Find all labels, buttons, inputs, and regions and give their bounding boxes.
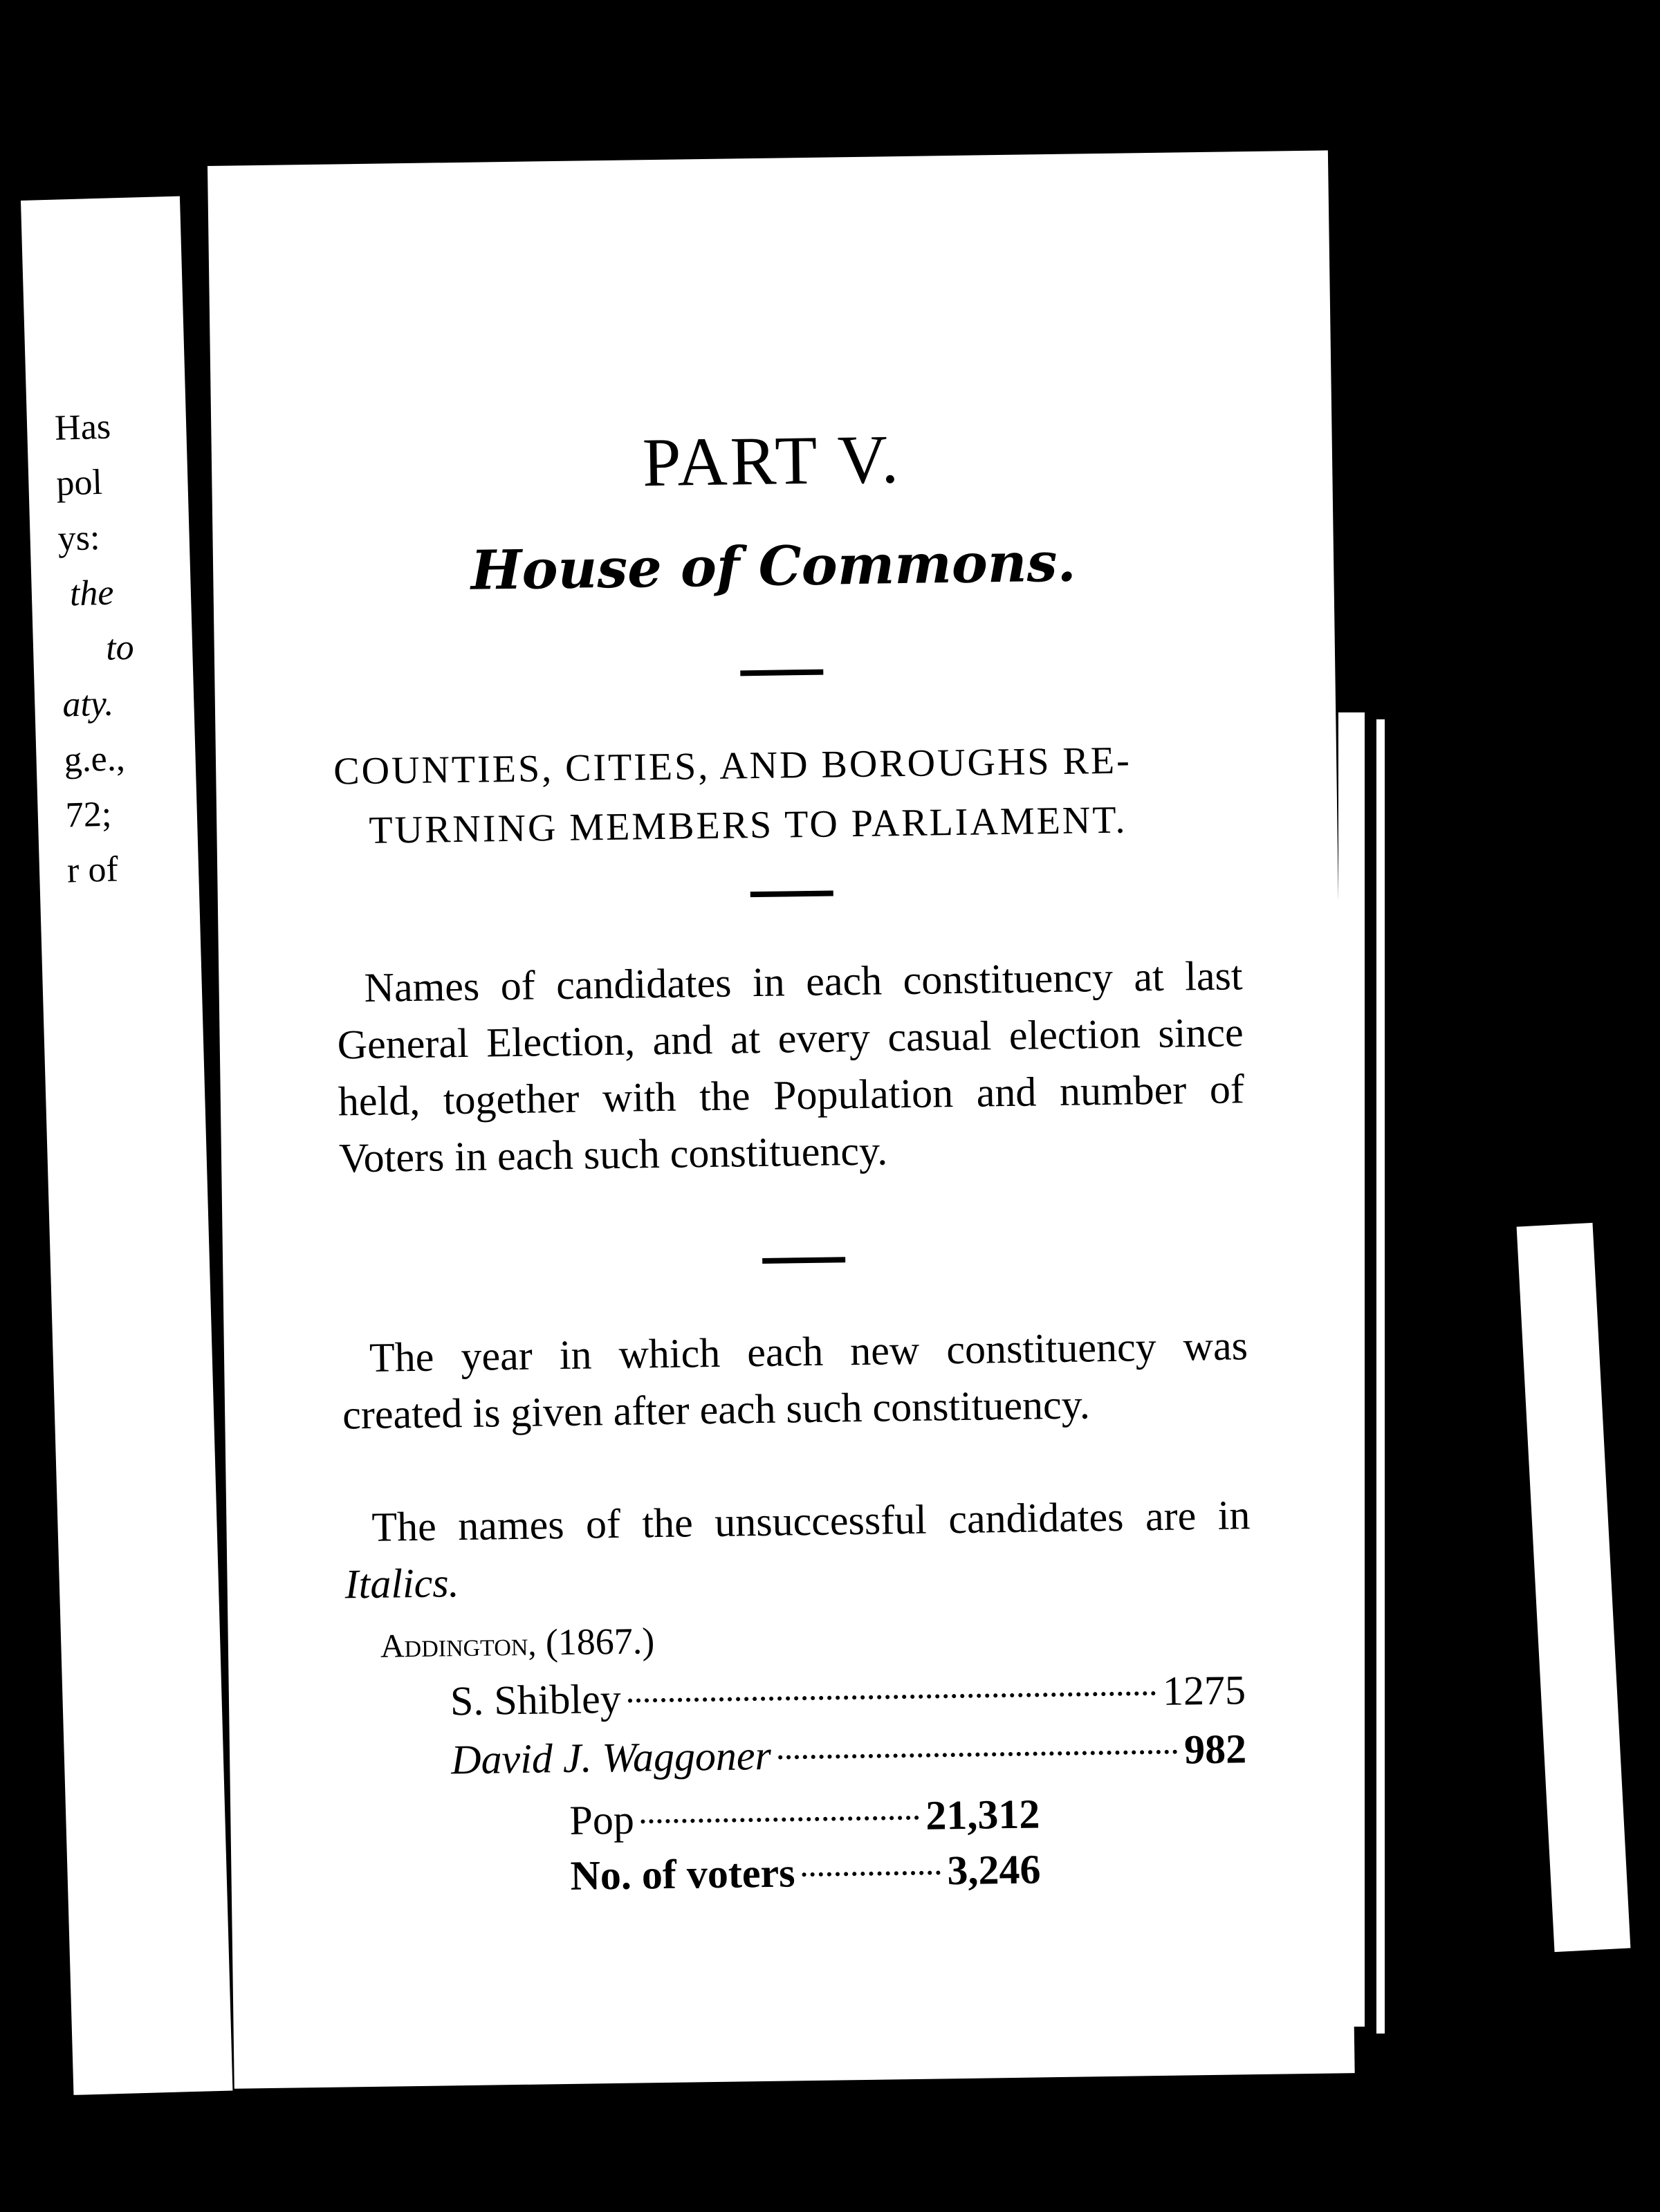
divider-rule [750, 890, 833, 897]
left-fragment: aty. [62, 683, 114, 725]
divider-rule [740, 670, 823, 676]
italics-word: Italics. [344, 1560, 460, 1607]
page-edge [1376, 719, 1385, 2034]
left-fragment: g.e., [63, 739, 126, 780]
paragraph-text: The names of the unsuccessful candidates are in [371, 1492, 1251, 1550]
paragraph-italics [344, 1486, 1251, 1612]
book-page [208, 150, 1355, 2088]
candidate-name: David J. Waggoner [450, 1732, 772, 1783]
candidate-row [451, 1725, 1247, 1784]
left-fragment: 72; [65, 794, 113, 836]
section-heading [333, 729, 1234, 860]
candidate-votes: 1275 [1162, 1667, 1246, 1714]
paragraph-text: Names of candidates in each constituency at last General Election, and at every casual election since held, together with the Population and number of Voters in each such constituency. [337, 952, 1245, 1181]
left-fragment: pol [55, 462, 103, 504]
left-facing-page [21, 196, 232, 2095]
left-fragment: Has [54, 407, 111, 448]
candidate-row [450, 1666, 1246, 1725]
left-fragment: to [105, 627, 135, 668]
voters-row [570, 1845, 1041, 1899]
population-value: 21,312 [925, 1791, 1040, 1838]
population-row [569, 1790, 1040, 1844]
dot-leader [802, 1870, 940, 1877]
divider-rule [762, 1257, 845, 1264]
paragraph-names [336, 947, 1245, 1186]
left-fragment: ys: [57, 518, 101, 559]
constituency-name: Addington, [380, 1625, 537, 1665]
dot-leader [778, 1750, 1177, 1760]
page-edge [1517, 1223, 1631, 1952]
left-fragment: r of [66, 849, 119, 891]
candidate-votes: 982 [1183, 1726, 1247, 1773]
section-heading-line: TURNING MEMBERS TO PARLIAMENT. [369, 798, 1127, 852]
part-title: PART V. [642, 421, 902, 501]
candidate-name: S. Shibley [450, 1675, 622, 1724]
voters-value: 3,246 [947, 1846, 1041, 1894]
constituency-year: (1867.) [545, 1620, 655, 1663]
left-fragment: the [69, 573, 115, 614]
section-heading-line: COUNTIES, CITIES, AND BOROUGHS RE- [333, 739, 1132, 793]
house-title: House of Commons. [470, 531, 1077, 602]
paragraph-year [342, 1317, 1249, 1443]
voters-label: No. of voters [570, 1850, 795, 1899]
paragraph-text: The year in which each new constituency was created is given after each such constituency. [342, 1322, 1248, 1438]
constituency-heading [380, 1619, 654, 1666]
dot-leader [641, 1816, 919, 1824]
dot-leader [628, 1691, 1156, 1703]
population-label: Pop [569, 1796, 635, 1843]
